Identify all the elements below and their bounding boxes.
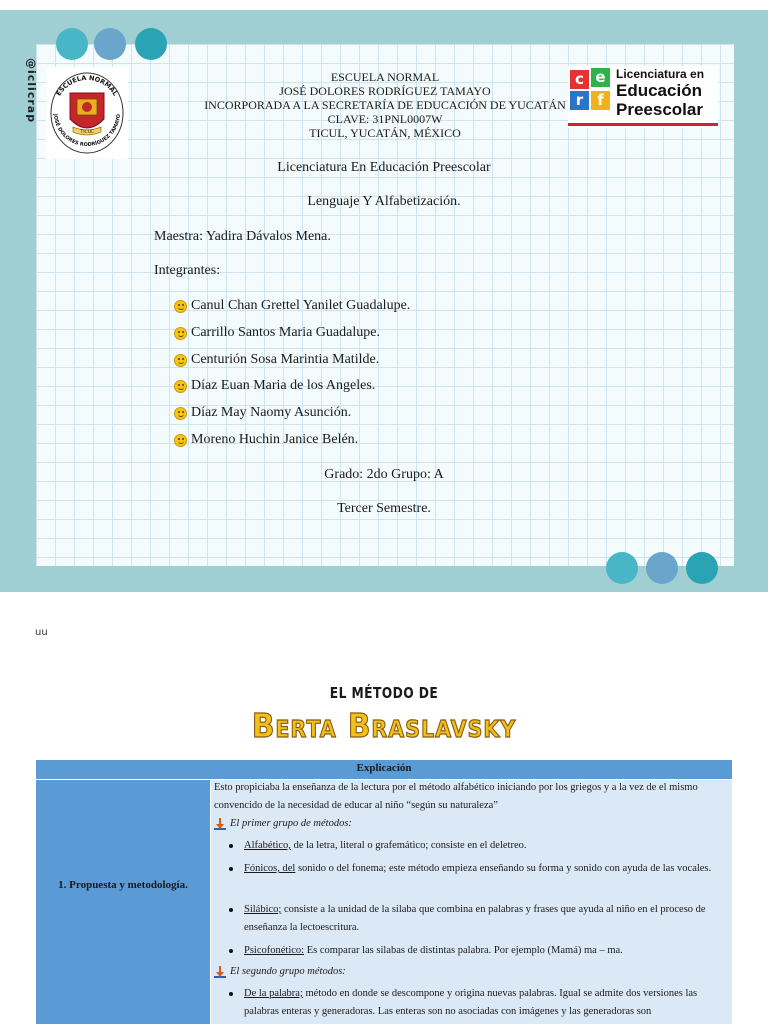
list-term: Psicofonético:	[244, 945, 305, 956]
teacher-text: Maestra: Yadira Dávalos Mena.	[154, 229, 331, 244]
arrow-down-icon	[214, 818, 226, 830]
logo-letter-f: f	[591, 91, 610, 110]
logo-letter-e: e	[591, 68, 610, 87]
member-item	[174, 325, 380, 341]
member-name: Moreno Huchin Janice Belén.	[191, 432, 359, 447]
page-marker: uu	[35, 627, 48, 638]
members-label: Integrantes:	[154, 263, 221, 278]
group-heading-text: El primer grupo de métodos:	[230, 818, 352, 829]
list-item	[229, 901, 727, 937]
cover-page	[0, 10, 768, 592]
bullet-icon	[229, 844, 233, 848]
list-item	[229, 860, 727, 878]
school-line: TICUL, YUCATÁN, MÉXICO	[309, 126, 461, 140]
school-line: JOSÉ DOLORES RODRÍGUEZ TAMAYO	[279, 84, 491, 98]
member-item	[174, 405, 351, 421]
table-row-label-cell	[36, 780, 210, 1024]
member-name: Díaz May Naomy Asunción.	[191, 405, 352, 420]
method-table	[36, 760, 732, 1024]
seal-top-text: ESCUELA NORMAL	[54, 73, 120, 98]
member-item	[174, 378, 375, 394]
logo-letter-r: r	[570, 91, 589, 110]
list-term: Silábico;	[244, 904, 282, 915]
decor-circle-icon	[606, 552, 638, 584]
list-item	[229, 985, 727, 1021]
logo-line-3: Preescolar	[616, 100, 703, 119]
semester-text: Tercer Semestre.	[337, 501, 431, 516]
table-content-cell	[211, 780, 732, 1024]
member-name: Centurión Sosa Marintia Matilde.	[191, 352, 380, 367]
logo-line-1: Licenciatura en	[616, 67, 705, 81]
school-header	[160, 70, 610, 140]
table-header	[36, 760, 732, 779]
member-item	[174, 432, 358, 448]
member-name: Díaz Euan Maria de los Angeles.	[191, 378, 376, 393]
list-text: de la letra, literal o grafemático; consiste en el deletreo.	[290, 840, 527, 851]
smiley-icon	[174, 380, 187, 393]
smiley-icon	[174, 354, 187, 367]
group-heading-text: El segundo grupo métodos:	[230, 966, 346, 977]
list-term: Fónicos, del	[244, 863, 296, 874]
group-heading	[214, 815, 352, 833]
arrow-down-icon	[214, 966, 226, 978]
list-text: sonido o del fonema; este método empieza enseñando su forma y sonido con ayuda de las vocales.	[295, 863, 712, 874]
table-header-label: Explicación	[356, 762, 412, 774]
smiley-icon	[174, 327, 187, 340]
bullet-icon	[229, 908, 233, 912]
bullet-icon	[229, 867, 233, 871]
list-text: consiste a la unidad de la silaba que combina en palabras y frases que ayuda al niño en el proceso de enseñanza la lectoescritura.	[244, 904, 706, 933]
group-heading	[214, 963, 346, 981]
decor-circle-icon	[646, 552, 678, 584]
bullet-icon	[229, 992, 233, 996]
list-item	[229, 942, 727, 960]
member-item	[174, 298, 410, 314]
row-label: 1. Propuesta y metodología.	[58, 879, 188, 891]
smiley-icon	[174, 407, 187, 420]
seal-banner-text: TICUL	[80, 130, 94, 135]
decor-circle-icon	[94, 28, 126, 60]
decor-circle-icon	[686, 552, 718, 584]
list-term: Alfabético,	[244, 840, 291, 851]
logo-letter-c: c	[570, 70, 589, 89]
member-item	[174, 352, 379, 368]
school-line: INCORPORADA A LA SECRETARÍA DE EDUCACIÓN DE YUCATÁN	[204, 98, 566, 112]
grade-text: Grado: 2do Grupo: A	[324, 467, 444, 482]
logo-line-2: Educación	[616, 81, 702, 100]
member-name: Carrillo Santos Maria Guadalupe.	[191, 325, 380, 340]
list-text: método en donde se descompone y origina nuevas palabras. Igual se admite dos versiones las palabras enteras y generadoras. Las enteras son no asociadas con imágenes y las generadoras son	[244, 988, 698, 1017]
list-text: Es comparar las silabas de distintas palabra. Por ejemplo (Mamá) ma – ma.	[304, 945, 623, 956]
decor-circle-icon	[135, 28, 167, 60]
degree-text: Licenciatura En Educación Preescolar	[277, 160, 491, 175]
title-big: Berta Braslavsky	[251, 706, 517, 745]
seal-bottom-text: JOSÉ DOLORES RODRÍGUEZ TAMAYO	[52, 113, 123, 149]
title-small: EL MÉTODO DE	[329, 684, 439, 702]
member-name: Canul Chan Grettel Yanilet Guadalupe.	[191, 298, 411, 313]
school-line: ESCUELA NORMAL	[330, 70, 440, 84]
list-item	[229, 837, 727, 855]
bullet-icon	[229, 949, 233, 953]
school-line: CLAVE: 31PNL0007W	[327, 112, 443, 126]
course-text: Lenguaje Y Alfabetización.	[307, 194, 461, 209]
school-seal-icon	[46, 67, 128, 159]
list-term: De la palabra;	[244, 988, 303, 999]
intro-paragraph: Esto propiciaba la enseñanza de la lectura por el método alfabético iniciando por los griegos y a la vez de el mismo convencido de la necesidad de educar al niño “según su naturaleza”	[214, 782, 698, 811]
decor-circle-icon	[56, 28, 88, 60]
smiley-icon	[174, 300, 187, 313]
smiley-icon	[174, 434, 187, 447]
handle-watermark: @iclicrap	[25, 58, 38, 124]
